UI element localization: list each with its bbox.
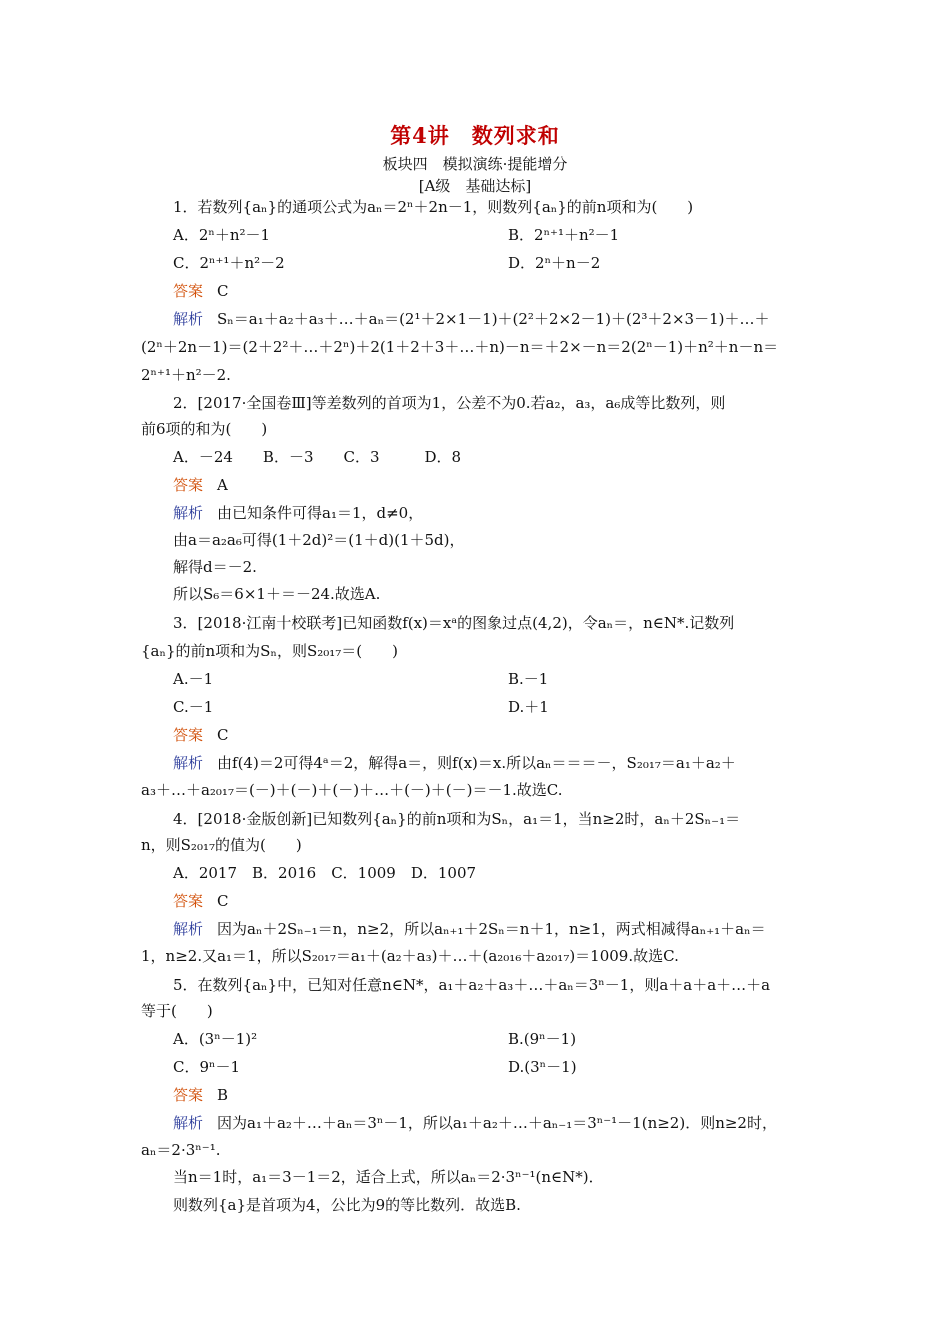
q2-exp-3: 解得d＝－2. (173, 558, 257, 576)
level-heading: [A级 基础达标] (418, 177, 532, 195)
q3-option-d: D.＋1 (508, 698, 549, 716)
q2-answer-value: A (217, 476, 228, 494)
q5-answer-value: B (217, 1086, 229, 1104)
q4-stem-2: n，则S₂₀₁₇的值为( ) (141, 836, 302, 854)
analysis-label: 解析 (173, 1114, 204, 1132)
q5-stem-1: 5．在数列{aₙ}中，已知对任意n∈N*，a₁＋a₂＋a₃＋…＋aₙ＝3ⁿ－1，则a＋a＋a＋…＋a (173, 976, 771, 994)
q2-analysis-1 (173, 503, 423, 523)
q5-exp-3: 当n＝1时，a₁＝3－1＝2，适合上式，所以aₙ＝2·3ⁿ⁻¹(n∈N*)． (173, 1168, 604, 1186)
q4-exp-2: 1，n≥2.又a₁＝1，所以S₂₀₁₇＝a₁＋(a₂＋a₃)＋…＋(a₂₀₁₆＋a₂₀₁₇)＝1009.故选C. (141, 947, 679, 965)
q5-analysis-1 (173, 1113, 777, 1133)
q5-stem-2: 等于( ) (141, 1002, 213, 1020)
q3-stem-1: 3．[2018·江南十校联考]已知函数f(x)＝xᵃ的图象过点(4,2)，令aₙ＝，n∈N*.记数列 (173, 614, 735, 632)
q5-option-c: C．9ⁿ－1 (173, 1058, 241, 1076)
q5-exp-4: 则数列{a}是首项为4，公比为9的等比数列．故选B. (173, 1196, 521, 1214)
q1-stem: 1．若数列{aₙ}的通项公式为aₙ＝2ⁿ＋2n－1，则数列{aₙ}的前n项和为( ) (173, 198, 694, 216)
q1-exp-3: 2ⁿ⁺¹＋n²－2. (141, 366, 231, 384)
q4-answer (173, 891, 229, 911)
q2-stem-1: 2．[2017·全国卷Ⅲ]等差数列的首项为1，公差不为0.若a₂，a₃，a₆成等比数列，则 (173, 394, 726, 412)
q4-stem-1: 4．[2018·金版创新]已知数列{aₙ}的前n项和为Sₙ，a₁＝1，当n≥2时，aₙ＋2Sₙ₋₁＝ (173, 810, 741, 828)
q1-analysis-1 (173, 309, 769, 329)
q5-exp-2: aₙ＝2·3ⁿ⁻¹. (141, 1141, 221, 1159)
analysis-label: 解析 (173, 310, 204, 328)
answer-label: 答案 (173, 1086, 204, 1104)
q5-exp-1: 因为a₁＋a₂＋…＋aₙ＝3ⁿ－1，所以a₁＋a₂＋…＋aₙ₋₁＝3ⁿ⁻¹－1(n≥2)．则n≥2时， (217, 1114, 777, 1132)
q1-answer-value: C (217, 282, 229, 300)
q1-option-c: C．2ⁿ⁺¹＋n²－2 (173, 254, 285, 272)
q2-exp-4: 所以S₆＝6×1＋＝－24.故选A. (173, 585, 381, 603)
q3-option-b: B.－1 (508, 670, 549, 688)
q4-exp-1: 因为aₙ＋2Sₙ₋₁＝n，n≥2，所以aₙ₊₁＋2Sₙ＝n＋1，n≥1，两式相减得aₙ₊₁＋aₙ＝ (217, 920, 766, 938)
q5-option-a: A．(3ⁿ－1)² (173, 1030, 258, 1048)
analysis-label: 解析 (173, 920, 204, 938)
q5-option-d: D.(3ⁿ－1) (508, 1058, 577, 1076)
q3-exp-1: 由f(4)＝2可得4ᵃ＝2，解得a＝，则f(x)＝x.所以aₙ＝＝＝－，S₂₀₁₇＝a₁＋a₂＋ (217, 754, 736, 772)
q5-answer (173, 1085, 228, 1105)
answer-label: 答案 (173, 476, 204, 494)
q2-answer (173, 475, 228, 495)
q3-analysis-1 (173, 753, 736, 773)
q5-option-b: B.(9ⁿ－1) (508, 1030, 577, 1048)
q4-analysis-1 (173, 919, 766, 939)
q1-exp-2: (2ⁿ＋2n－1)＝(2＋2²＋…＋2ⁿ)＋2(1＋2＋3＋…＋n)－n＝＋2×－n＝2(2ⁿ－1)＋n²＋n－n＝ (141, 338, 779, 356)
q2-stem-2: 前6项的和为( ) (141, 420, 268, 438)
q3-answer-value: C (217, 726, 229, 744)
q4-answer-value: C (217, 892, 229, 910)
answer-label: 答案 (173, 282, 204, 300)
q1-answer (173, 281, 229, 301)
q1-option-a: A．2ⁿ＋n²－1 (173, 226, 271, 244)
answer-label: 答案 (173, 892, 204, 910)
q3-option-a: A.－1 (173, 670, 214, 688)
answer-label: 答案 (173, 726, 204, 744)
analysis-label: 解析 (173, 504, 204, 522)
q3-stem-2: {aₙ}的前n项和为Sₙ，则S₂₀₁₇＝( ) (141, 642, 398, 660)
q3-option-c: C.－1 (173, 698, 214, 716)
q2-options: A．－24 B．－3 C．3 D．8 (173, 448, 462, 466)
q3-answer (173, 725, 229, 745)
q1-exp-1: Sₙ＝a₁＋a₂＋a₃＋…＋aₙ＝(2¹＋2×1－1)＋(2²＋2×2－1)＋(2³＋2×3－1)＋…＋ (217, 310, 770, 328)
q3-exp-2: a₃＋…＋a₂₀₁₇＝(－)＋(－)＋(－)＋…＋(－)＋(－)＝－1.故选C. (141, 781, 563, 799)
q2-exp-1: 由已知条件可得a₁＝1，d≠0， (217, 504, 424, 522)
q4-options: A．2017 B．2016 C．1009 D．1007 (173, 864, 477, 882)
q2-exp-2: 由a＝a₂a₆可得(1＋2d)²＝(1＋d)(1＋5d)， (173, 531, 465, 549)
q1-option-d: D．2ⁿ＋n－2 (508, 254, 601, 272)
q1-option-b: B．2ⁿ⁺¹＋n²－1 (508, 226, 620, 244)
page-subtitle: 板块四 模拟演练·提能增分 (382, 155, 568, 173)
page-title: 第4讲 数列求和 (390, 123, 560, 148)
analysis-label: 解析 (173, 754, 204, 772)
